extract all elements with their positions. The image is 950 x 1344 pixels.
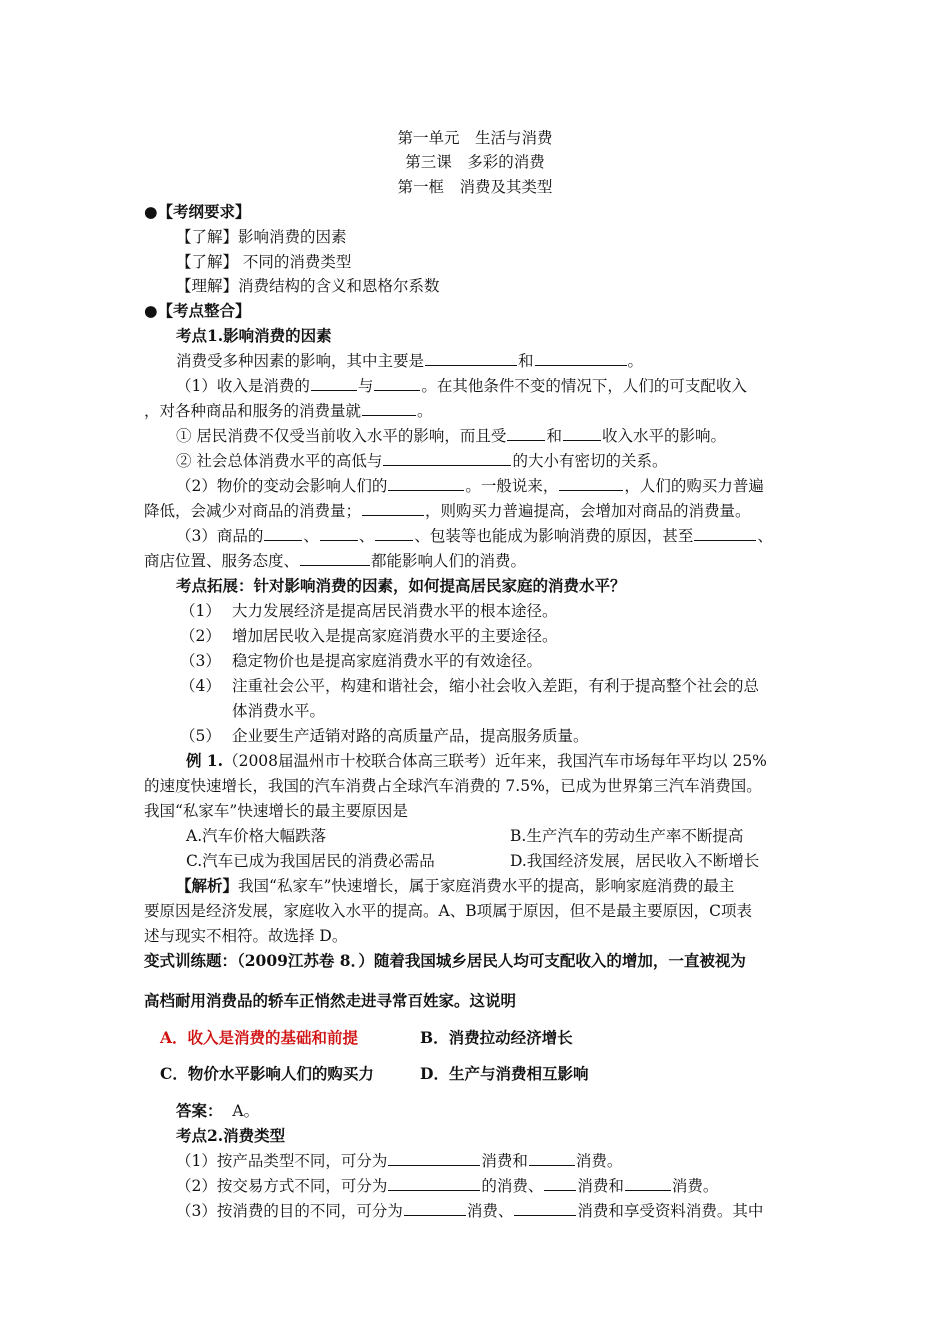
integration-heading: ●【考点整合】 bbox=[144, 301, 251, 320]
example-line: 我国“私家车”快速增长的最主要原因是 bbox=[144, 802, 408, 820]
lesson-title: 第三课 多彩的消费 bbox=[405, 153, 545, 171]
extension-num: （3） bbox=[180, 652, 221, 670]
fill-blank bbox=[362, 501, 424, 516]
extension-text: 注重社会公平，构建和谐社会，缩小社会收入差距，有利于提高整个社会的总 bbox=[232, 677, 760, 695]
analysis-label: 【解析】 bbox=[176, 876, 239, 895]
fill-blank bbox=[311, 376, 357, 391]
fill-blank bbox=[529, 1151, 575, 1166]
point2-title: 考点2.消费类型 bbox=[176, 1126, 286, 1145]
fill-blank bbox=[507, 426, 545, 441]
point2-line: （2）按交易方式不同，可分为 的消费、 消费和 消费。 bbox=[176, 1177, 719, 1195]
unit-title: 第一单元 生活与消费 bbox=[397, 129, 553, 147]
point2-line: （1）按产品类型不同，可分为 消费和 消费。 bbox=[176, 1152, 623, 1170]
frame-title: 第一框 消费及其类型 bbox=[397, 178, 553, 196]
fill-blank bbox=[264, 526, 302, 541]
example-option-a: A.汽车价格大幅跌落 bbox=[186, 827, 327, 845]
requirements-heading: ●【考纲要求】 bbox=[144, 202, 251, 221]
point1-title: 考点1.影响消费的因素 bbox=[176, 326, 332, 345]
requirement-item: 【了解】影响消费的因素 bbox=[176, 228, 347, 246]
extension-num: （5） bbox=[180, 727, 221, 745]
example-label: 例 1. bbox=[186, 751, 224, 770]
point2-line: （3）按消费的目的不同，可分为 消费、 消费和享受资料消费。其中 bbox=[176, 1202, 764, 1220]
analysis-line: 述与现实不相符。故选择 D。 bbox=[144, 927, 348, 945]
fill-blank bbox=[694, 526, 756, 541]
answer-line bbox=[176, 1101, 259, 1121]
variant-option-c: C．物价水平影响人们的购买力 bbox=[160, 1064, 374, 1083]
fill-blank bbox=[320, 526, 358, 541]
extension-num: （4） bbox=[180, 677, 221, 695]
fill-blank bbox=[375, 526, 413, 541]
point1-line: （1）收入是消费的 与 。在其他条件不变的情况下，人们的可支配收入 bbox=[176, 377, 747, 395]
variant-question: 高档耐用消费品的轿车正悄然走进寻常百姓家。这说明 bbox=[144, 991, 517, 1010]
answer-value: A。 bbox=[232, 1102, 260, 1120]
point1-line: （3）商品的 、 、 、包装等也能成为影响消费的原因，甚至 、 bbox=[176, 527, 773, 545]
fill-blank bbox=[514, 1201, 576, 1216]
point1-line: 降低，会减少对商品的消费量； ，则购买力普遍提高，会增加对商品的消费量。 bbox=[144, 502, 751, 520]
example-line: 的速度快速增长，我国的汽车消费占全球汽车消费的 7.5%，已成为世界第三汽车消费国。 bbox=[144, 777, 762, 795]
example-line: 例 1.（2008届温州市十校联合体高三联考）近年来，我国汽车市场每年平均以 25% bbox=[186, 751, 767, 770]
example-option-c: C.汽车已成为我国居民的消费必需品 bbox=[186, 852, 435, 870]
answer-label: 答案： bbox=[176, 1101, 223, 1120]
variant-option-a: A．收入是消费的基础和前提 bbox=[160, 1028, 359, 1047]
variant-option-d: D．生产与消费相互影响 bbox=[420, 1064, 589, 1083]
fill-blank bbox=[388, 1176, 480, 1191]
fill-blank bbox=[300, 551, 370, 566]
fill-blank bbox=[404, 1201, 466, 1216]
fill-blank bbox=[535, 351, 627, 366]
fill-blank bbox=[383, 451, 511, 466]
fill-blank bbox=[362, 401, 416, 416]
fill-blank bbox=[388, 476, 464, 491]
extension-num: （1） bbox=[180, 602, 221, 620]
fill-blank bbox=[625, 1176, 671, 1191]
analysis-line: 【解析】我国“私家车”快速增长，属于家庭消费水平的提高，影响家庭消费的最主 bbox=[176, 876, 735, 895]
point1-line: 商店位置、服务态度、 都能影响人们的消费。 bbox=[144, 552, 527, 570]
extension-text: 大力发展经济是提高居民消费水平的根本途径。 bbox=[232, 602, 558, 620]
point1-line: （2）物价的变动会影响人们的 。一般说来， ，人们的购买力普遍 bbox=[176, 477, 764, 495]
extension-text: 企业要生产适销对路的高质量产品，提高服务质量。 bbox=[232, 727, 589, 745]
example-option-d: D.我国经济发展，居民收入不断增长 bbox=[510, 852, 760, 870]
extension-text: 体消费水平。 bbox=[232, 702, 326, 720]
point1-line: 消费受多种因素的影响，其中主要是 和 。 bbox=[176, 352, 644, 370]
extension-text: 增加居民收入是提高家庭消费水平的主要途径。 bbox=[232, 627, 558, 645]
variant-question: 变式训练题：（2009江苏卷 8．）随着我国城乡居民人均可支配收入的增加，一直被视为 bbox=[144, 951, 746, 970]
fill-blank bbox=[374, 376, 420, 391]
extension-num: （2） bbox=[180, 627, 221, 645]
point1-line: ，对各种商品和服务的消费量就 。 bbox=[144, 402, 433, 420]
point1-line: ① 居民消费不仅受当前收入水平的影响，而且受 和 收入水平的影响。 bbox=[176, 427, 726, 445]
variant-option-b: B．消费拉动经济增长 bbox=[420, 1028, 573, 1047]
analysis-line: 要原因是经济发展，家庭收入水平的提高。A、B项属于原因，但不是最主要原因，C项表 bbox=[144, 902, 752, 920]
fill-blank bbox=[559, 476, 623, 491]
fill-blank bbox=[388, 1151, 480, 1166]
example-option-b: B.生产汽车的劳动生产率不断提高 bbox=[510, 827, 744, 845]
fill-blank bbox=[425, 351, 517, 366]
extension-title: 考点拓展：针对影响消费的因素，如何提高居民家庭的消费水平？ bbox=[176, 576, 626, 595]
extension-text: 稳定物价也是提高家庭消费水平的有效途径。 bbox=[232, 652, 543, 670]
requirement-item: 【理解】消费结构的含义和恩格尔系数 bbox=[176, 277, 440, 295]
fill-blank bbox=[563, 426, 601, 441]
requirement-item: 【了解】 不同的消费类型 bbox=[176, 253, 352, 271]
fill-blank bbox=[544, 1176, 576, 1191]
point1-line: ② 社会总体消费水平的高低与 的大小有密切的关系。 bbox=[176, 452, 668, 470]
